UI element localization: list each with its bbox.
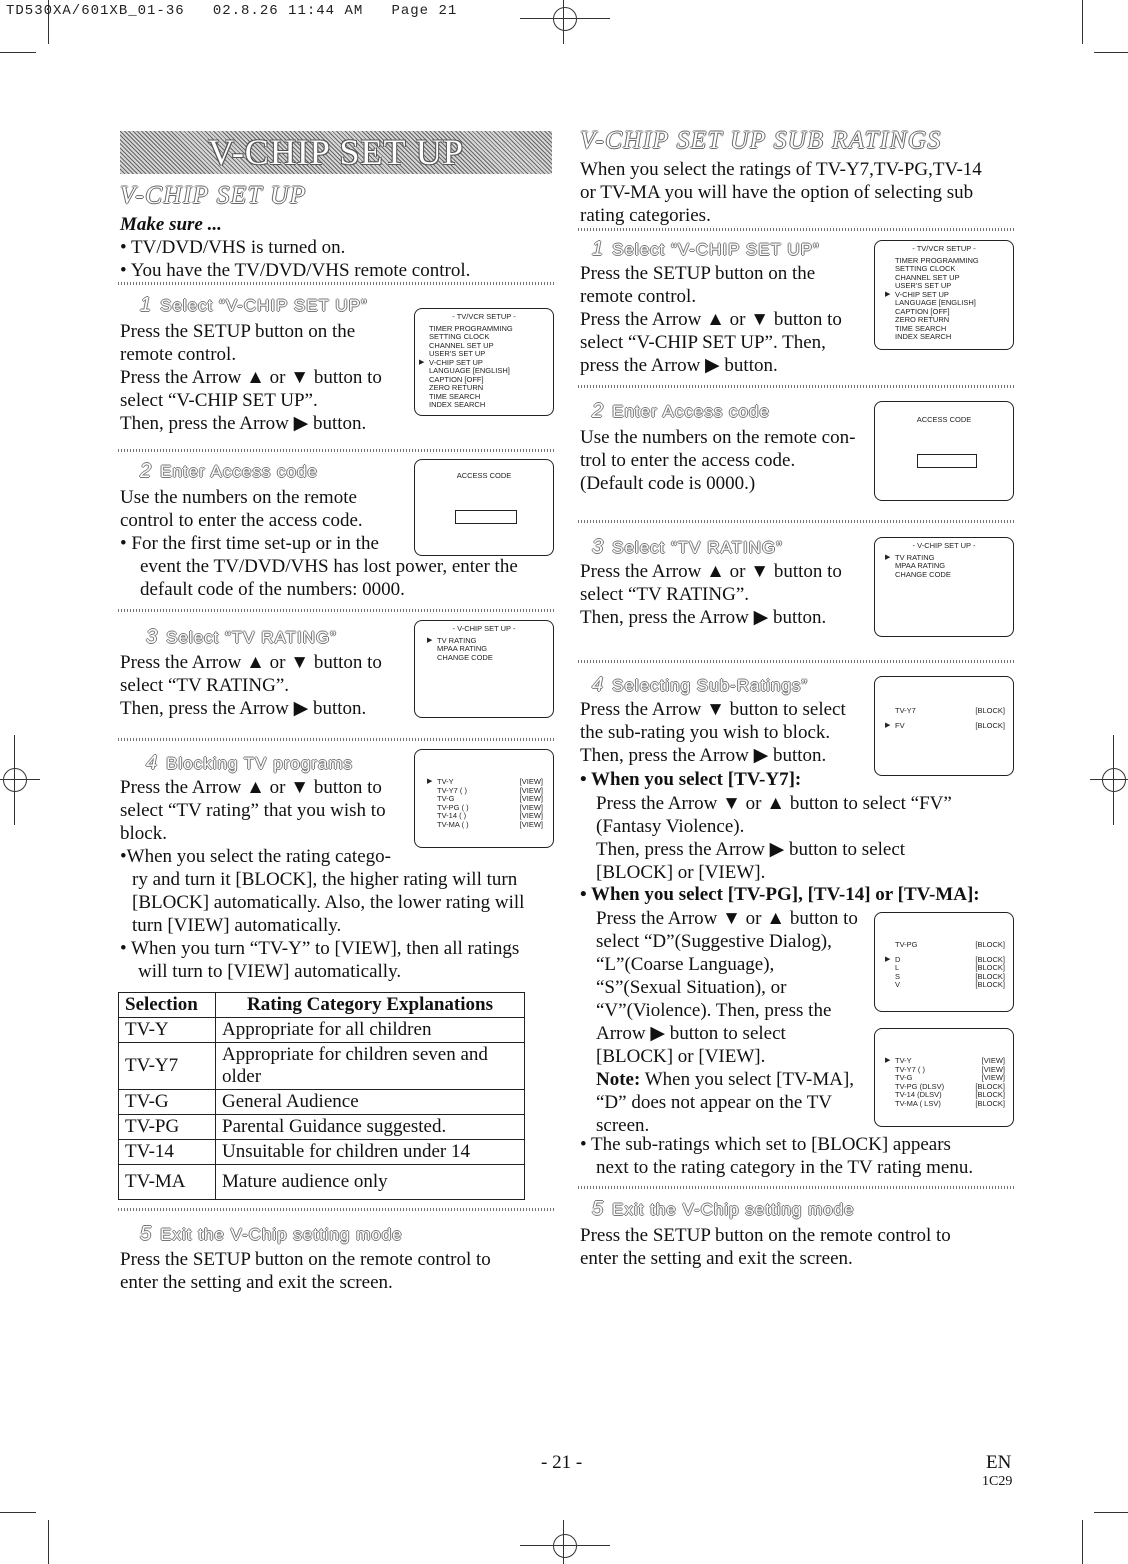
text-line: [BLOCK] or [VIEW].: [596, 1046, 766, 1067]
divider: [118, 738, 554, 741]
note-label: Note:: [596, 1069, 641, 1090]
text-line: screen.: [596, 1115, 650, 1136]
text-line: select “TV RATING”.: [580, 584, 750, 605]
table-row: [119, 1165, 525, 1200]
cursor-arrow-icon: ▶: [419, 358, 425, 366]
text-line: rating categories.: [580, 205, 711, 226]
step-number: 5: [592, 1198, 605, 1220]
step-2-title: [140, 460, 318, 483]
crop-mark: [563, 1520, 564, 1564]
rating-status: [BLOCK]: [975, 940, 1005, 949]
rating-row: [895, 707, 1005, 716]
text-line: enter the setting and exit the screen.: [580, 1248, 853, 1269]
divider: [118, 282, 554, 285]
sub-ratings-note: [580, 1133, 973, 1179]
text-line: Press the Arrow ▲ or ▼ button to: [120, 367, 382, 388]
rating-name: D: [895, 954, 901, 964]
sub-step-2-text: [580, 426, 855, 495]
text-line: press the Arrow ▶ button.: [580, 355, 778, 376]
tv-screen-vchip-menu-2: [874, 537, 1014, 637]
step-3-text: [120, 651, 382, 720]
screen-title: - V-CHIP SET UP -: [912, 541, 976, 550]
menu-item: USER'S SET UP: [429, 349, 486, 358]
step-4-title: [146, 752, 353, 775]
rating-name: TV-G: [895, 1073, 913, 1082]
tv-screen-tv-rating: [414, 749, 554, 848]
rating-name: TV-MA ( ): [437, 819, 469, 829]
sub-step-1-title: [592, 238, 820, 261]
screen-title: ACCESS CODE: [456, 471, 512, 480]
step-title-text: Select “V-CHIP SET UP”: [612, 240, 820, 259]
rating-name: S: [895, 971, 901, 981]
table-cell: Parental Guidance suggested.: [216, 1115, 525, 1140]
make-sure-item: • You have the TV/DVD/VHS remote control.: [120, 260, 471, 281]
tv-rating-list: [427, 777, 543, 829]
step-1-text: [120, 320, 382, 435]
rating-status: [VIEW]: [519, 802, 543, 812]
registration-mark-right: [1102, 768, 1126, 792]
table-cell: TV-MA: [119, 1165, 216, 1200]
step-title-text: Exit the V-Chip setting mode: [160, 1225, 403, 1244]
rating-name: TV-Y7: [895, 706, 916, 715]
tv-screen-access-code-2: [874, 401, 1014, 501]
rating-name: TV-PG: [895, 940, 918, 949]
screen-title: - TV/VCR SETUP -: [912, 244, 976, 253]
tv-screen-vchip-menu: [414, 620, 554, 718]
text-line: •When you select the rating catego-: [120, 846, 391, 867]
divider: [578, 385, 1014, 388]
screen-title: - TV/VCR SETUP -: [452, 312, 516, 321]
cursor-arrow-icon: ▶: [427, 636, 433, 644]
text-line: Then, press the Arrow ▶ button.: [120, 698, 367, 719]
rating-name: TV-Y7 ( ): [895, 1064, 926, 1074]
step-title-text: Selecting Sub-Ratings”: [612, 676, 808, 695]
table-cell: TV-Y7: [119, 1043, 216, 1090]
menu-item: INDEX SEARCH: [429, 400, 486, 409]
text-line: Press the Arrow ▲ or ▼ button to: [580, 309, 842, 330]
print-header: TD530XA/601XB_01-36 02.8.26 11:44 AM Page 21: [6, 3, 458, 19]
text-line: Use the numbers on the remote: [120, 487, 357, 508]
divider: [578, 660, 1014, 663]
table-cell: General Audience: [216, 1090, 525, 1115]
rating-name: TV-Y: [895, 1056, 912, 1065]
cursor-arrow-icon: ▶: [427, 778, 433, 785]
tv-screen-rating-result: [874, 1028, 1014, 1127]
rating-status: [VIEW]: [981, 1073, 1005, 1082]
menu-item: CHANNEL SET UP: [895, 272, 960, 282]
text-line: select “TV rating” that you wish to: [120, 800, 386, 821]
text-line: “V”(Violence). Then, press the: [596, 1000, 832, 1021]
setup-menu-list: [885, 255, 1013, 342]
text-line: Press the Arrow ▲ or ▼ button to: [120, 652, 382, 673]
text-line: ry and turn it [BLOCK], the higher rating will turn: [132, 869, 518, 890]
step-title-text: Enter Access code: [612, 402, 770, 421]
note-text: When you select [TV-MA],: [640, 1069, 855, 1090]
rating-status: [BLOCK]: [975, 980, 1005, 989]
rating-name: TV-PG (DLSV): [895, 1081, 945, 1091]
menu-item: USER'S SET UP: [895, 281, 952, 290]
y7-heading: • When you select [TV-Y7]:: [580, 769, 802, 790]
rating-row: [895, 941, 1005, 950]
text-line: [BLOCK] automatically. Also, the lower rating will: [132, 892, 525, 913]
pg-sub-list: [885, 940, 1005, 990]
sub-step-4-text: [580, 698, 846, 767]
menu-item: INDEX SEARCH: [895, 332, 952, 341]
rating-status: [BLOCK]: [975, 971, 1005, 981]
divider: [578, 1186, 1014, 1189]
sub-ratings-intro: [580, 158, 982, 227]
y7-sub-list: [885, 706, 1005, 730]
step-number: 1: [140, 294, 153, 316]
menu-item: ZERO RETURN: [429, 383, 484, 392]
menu-item: CAPTION [OFF]: [895, 306, 950, 316]
menu-item: TIME SEARCH: [895, 323, 947, 333]
table-header: Rating Category Explanations: [216, 993, 525, 1018]
divider: [118, 449, 554, 452]
text-line: When you select the ratings of TV-Y7,TV-PG,TV-14: [580, 159, 982, 180]
table-cell: Appropriate for all children: [216, 1018, 525, 1043]
text-line: Arrow ▶ button to select: [596, 1023, 786, 1044]
rating-name: V: [895, 980, 901, 989]
text-line: select “D”(Suggestive Dialog),: [596, 931, 832, 952]
text-line: next to the rating category in the TV rating menu.: [596, 1157, 974, 1178]
y7-text: [596, 792, 952, 884]
step-5-title: [140, 1223, 403, 1246]
table-row: [119, 1140, 525, 1165]
table-row: [119, 1043, 525, 1090]
text-line: Then, press the Arrow ▶ button to select: [596, 839, 906, 860]
text-line: Press the SETUP button on the: [120, 321, 356, 342]
cursor-arrow-icon: ▶: [885, 1057, 891, 1064]
crop-mark: [0, 52, 36, 53]
document-code: 1C29: [982, 1474, 1013, 1489]
text-line: (Default code is 0000.): [580, 473, 756, 494]
step-title-text: Select “V-CHIP SET UP”: [160, 296, 368, 315]
text-line: control to enter the access code.: [120, 510, 363, 531]
sub-step-3-title: [592, 536, 783, 559]
crop-mark: [0, 779, 40, 780]
text-line: Press the Arrow ▼ button to select: [580, 699, 846, 720]
menu-item: MPAA RATING: [895, 561, 946, 570]
step-number: 1: [592, 238, 605, 260]
section-title-vchip: V-CHIP SET UP: [120, 182, 307, 209]
crop-mark: [520, 1545, 610, 1546]
crop-mark: [1090, 779, 1128, 780]
rating-status: [VIEW]: [519, 794, 543, 803]
text-line: Press the Arrow ▼ or ▲ button to select “FV”: [596, 793, 952, 814]
screen-title: ACCESS CODE: [916, 415, 972, 424]
step-title-text: Select “TV RATING”: [612, 538, 783, 557]
crop-mark: [1082, 0, 1083, 44]
menu-item: TIME SEARCH: [429, 391, 481, 401]
text-line: or TV-MA you will have the option of selecting sub: [580, 182, 974, 203]
text-line: (Fantasy Violence).: [596, 816, 745, 837]
rating-row: [437, 821, 543, 830]
text-line: “D” does not appear on the TV: [596, 1092, 833, 1113]
tv-screen-setup-menu: [414, 308, 554, 416]
step-title-text: Enter Access code: [160, 462, 318, 481]
rating-status: [BLOCK]: [975, 954, 1005, 964]
pg-heading: • When you select [TV-PG], [TV-14] or [TV-MA]:: [580, 884, 980, 905]
rating-name: TV-G: [437, 794, 455, 803]
rating-status: [VIEW]: [519, 819, 543, 829]
text-line: Press the Arrow ▼ or ▲ button to: [596, 908, 858, 929]
make-sure-heading: Make sure ...: [120, 214, 222, 235]
step-number: 4: [592, 674, 605, 696]
menu-item-label: TV RATING: [895, 552, 935, 562]
rating-name: L: [895, 963, 900, 972]
menu-item: LANGUAGE [ENGLISH]: [895, 298, 976, 307]
page-number: - 21 -: [541, 1452, 583, 1473]
step-number: 4: [146, 752, 159, 774]
page-title-banner: [120, 131, 552, 174]
text-line: select “TV RATING”.: [120, 675, 290, 696]
step-number: 2: [592, 400, 605, 422]
setup-menu-list: [419, 323, 553, 410]
step-1-title: [140, 294, 368, 317]
text-line: remote control.: [120, 344, 237, 365]
rating-status: [BLOCK]: [975, 720, 1005, 730]
rating-status: [BLOCK]: [975, 963, 1005, 972]
rating-row: [885, 720, 1005, 731]
crop-mark: [1113, 735, 1114, 825]
sub-step-1-text: [580, 262, 842, 377]
menu-item: SETTING CLOCK: [895, 264, 956, 273]
step-title-text: Select “TV RATING”: [166, 628, 337, 647]
rating-name: TV-14 ( ): [437, 811, 467, 820]
page-title: V-CHIP SET UP: [208, 132, 464, 172]
table-cell: Appropriate for children seven and older: [216, 1043, 525, 1090]
menu-item-label: V-CHIP SET UP: [429, 357, 483, 367]
rating-name: TV-14 (DLSV): [895, 1090, 942, 1099]
language-code: EN: [986, 1452, 1012, 1473]
cursor-arrow-icon: ▶: [885, 955, 891, 963]
rating-status: [BLOCK]: [975, 1098, 1005, 1108]
text-line: Then, press the Arrow ▶ button.: [120, 413, 367, 434]
screen-title: - V-CHIP SET UP -: [452, 624, 516, 633]
rating-status: [BLOCK]: [975, 1090, 1005, 1099]
text-line: Then, press the Arrow ▶ button.: [580, 745, 827, 766]
text-line: • For the first time set-up or in the: [120, 533, 379, 554]
text-line: Press the SETUP button on the remote control to: [580, 1225, 951, 1246]
rating-status: [BLOCK]: [975, 706, 1005, 715]
crop-mark: [520, 18, 610, 19]
text-line: remote control.: [580, 286, 697, 307]
registration-mark-bottom: [553, 1534, 577, 1558]
table-cell: Mature audience only: [216, 1165, 525, 1200]
rating-status: [BLOCK]: [975, 1081, 1005, 1091]
text-line: Then, press the Arrow ▶ button.: [580, 607, 827, 628]
text-line: the sub-rating you wish to block.: [580, 722, 831, 743]
vchip-menu-list: [427, 635, 553, 663]
registration-mark-left: [3, 768, 27, 792]
divider: [578, 228, 1014, 231]
menu-item: ZERO RETURN: [895, 315, 950, 324]
menu-item: LANGUAGE [ENGLISH]: [429, 366, 510, 375]
rating-name: TV-Y7 ( ): [437, 785, 468, 795]
table-header: Selection: [119, 993, 216, 1018]
crop-mark: [1094, 1512, 1128, 1513]
step-number: 2: [140, 460, 153, 482]
access-code-field: [917, 454, 977, 468]
tv-screen-setup-menu-2: [874, 240, 1014, 350]
cursor-arrow-icon: ▶: [885, 721, 891, 729]
menu-item: CHANNEL SET UP: [429, 340, 494, 350]
table-row: [119, 1090, 525, 1115]
rating-name: TV-MA ( LSV): [895, 1098, 941, 1108]
text-line: [BLOCK] or [VIEW].: [596, 862, 766, 883]
table-row: [119, 1115, 525, 1140]
rating-status: [VIEW]: [519, 785, 543, 795]
table-cell: Unsuitable for children under 14: [216, 1140, 525, 1165]
text-line: • When you turn “TV-Y” to [VIEW], then all ratings: [120, 938, 520, 959]
text-line: “S”(Sexual Situation), or: [596, 977, 787, 998]
note-line: [596, 1068, 858, 1091]
text-line: block.: [120, 823, 167, 844]
sub-step-5-text: [580, 1224, 951, 1270]
text-line: trol to enter the access code.: [580, 450, 796, 471]
text-line: Press the Arrow ▲ or ▼ button to: [580, 561, 842, 582]
menu-item: SETTING CLOCK: [429, 332, 490, 341]
tv-screen-access-code: [414, 459, 554, 556]
vchip-menu-list: [885, 552, 1013, 580]
rating-result-list: [885, 1056, 1005, 1108]
crop-mark: [1082, 1520, 1083, 1564]
sub-step-4-title: [592, 674, 808, 697]
rating-status: [VIEW]: [519, 811, 543, 820]
menu-item-label: TV RATING: [437, 635, 477, 645]
crop-mark: [48, 1520, 49, 1564]
step-number: 3: [592, 536, 605, 558]
step-3-title: [146, 626, 337, 649]
crop-mark: [1094, 52, 1128, 53]
table-cell: TV-PG: [119, 1115, 216, 1140]
rating-row: [895, 981, 1005, 990]
table-row: [119, 1018, 525, 1043]
divider: [118, 1208, 554, 1211]
text-line: turn [VIEW] automatically.: [132, 915, 342, 936]
text-line: default code of the numbers: 0000.: [140, 579, 405, 600]
rating-name: TV-Y: [437, 777, 454, 786]
sub-step-3-text: [580, 560, 842, 629]
section-title-sub-ratings: V-CHIP SET UP SUB RATINGS: [580, 127, 942, 154]
divider: [578, 520, 1014, 523]
make-sure-item: • TV/DVD/VHS is turned on.: [120, 237, 346, 258]
text-line: enter the setting and exit the screen.: [120, 1272, 393, 1293]
text-line: will turn to [VIEW] automatically.: [138, 961, 402, 982]
access-code-field: [455, 510, 517, 524]
step-5-text: [120, 1248, 491, 1294]
divider: [118, 609, 554, 612]
text-line: • The sub-ratings which set to [BLOCK] appears: [580, 1134, 951, 1155]
tv-screen-pg-sub: [874, 912, 1014, 1012]
text-line: Press the Arrow ▲ or ▼ button to: [120, 777, 382, 798]
step-title-text: Exit the V-Chip setting mode: [612, 1200, 855, 1219]
text-line: Press the SETUP button on the: [580, 263, 816, 284]
rating-category-table: [118, 992, 525, 1200]
text-line: select “V-CHIP SET UP”.: [120, 390, 318, 411]
menu-item: TIMER PROGRAMMING: [429, 323, 513, 333]
rating-status: [VIEW]: [981, 1064, 1005, 1074]
table-cell: TV-G: [119, 1090, 216, 1115]
rating-status: [VIEW]: [519, 777, 543, 786]
text-line: event the TV/DVD/VHS has lost power, enter the: [140, 556, 518, 577]
text-line: select “V-CHIP SET UP”. Then,: [580, 332, 826, 353]
crop-mark: [0, 1512, 36, 1513]
text-line: Use the numbers on the remote con-: [580, 427, 856, 448]
rating-name: TV-PG ( ): [437, 802, 469, 812]
table-cell: TV-14: [119, 1140, 216, 1165]
table-header-row: [119, 993, 525, 1018]
sub-step-2-title: [592, 400, 770, 423]
rating-status: [VIEW]: [981, 1056, 1005, 1065]
text-line: “L”(Coarse Language),: [596, 954, 775, 975]
rating-row: [895, 1100, 1005, 1109]
text-line: Press the SETUP button on the remote control to: [120, 1249, 491, 1270]
tv-screen-y7-sub: [874, 676, 1014, 776]
sub-step-5-title: [592, 1198, 855, 1221]
cursor-arrow-icon: ▶: [885, 290, 891, 298]
table-cell: TV-Y: [119, 1018, 216, 1043]
menu-item: CHANGE CODE: [437, 652, 493, 662]
step-number: 5: [140, 1223, 153, 1245]
crop-mark: [563, 0, 564, 44]
registration-mark-top: [553, 7, 577, 31]
pg-text: [596, 907, 858, 1137]
rating-name: FV: [895, 720, 905, 730]
menu-item: TIMER PROGRAMMING: [895, 255, 979, 265]
menu-item-label: V-CHIP SET UP: [895, 289, 949, 299]
menu-item: MPAA RATING: [437, 644, 488, 653]
menu-item: CAPTION [OFF]: [429, 374, 484, 384]
cursor-arrow-icon: ▶: [885, 553, 891, 561]
crop-mark: [14, 735, 15, 825]
make-sure-list: [120, 236, 470, 282]
step-number: 3: [146, 626, 159, 648]
step-title-text: Blocking TV programs: [166, 754, 354, 773]
menu-item: CHANGE CODE: [895, 569, 951, 579]
